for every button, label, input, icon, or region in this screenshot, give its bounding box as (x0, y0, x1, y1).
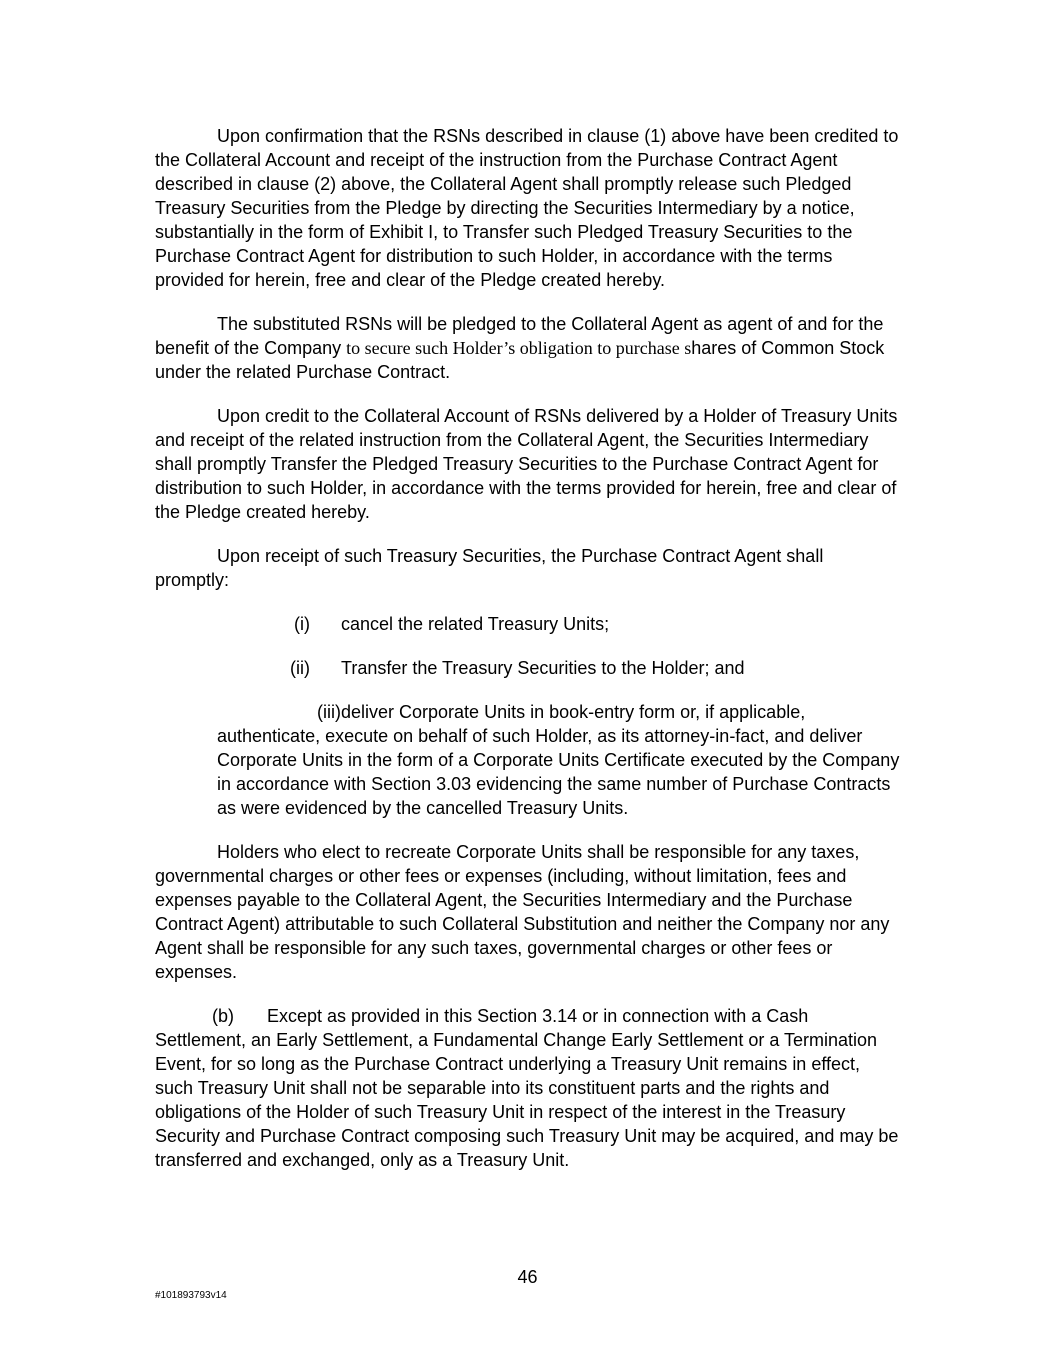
paragraph-substituted-rsns-part2: to secure such Holder’s obligation to purchase s (346, 338, 692, 358)
list-item-iii (217, 700, 900, 820)
subsection-text: Except as provided in this Section 3.14 or in connection with a Cash Settlement, an Early Settlement, a Fundamental Change Early Settlement or a Termination Event, for so long as the Purchase Contract underlying a Treasury Unit remains in effect, such Treasury Unit shall not be separable into its constituent parts and the rights and obligations of the Holder of such Treasury Unit in respect of the interest in the Treasury Security and Purchase Contract composing such Treasury Unit may be acquired, and may be transferred and exchanged, only as a Treasury Unit. (155, 1006, 899, 1170)
paragraph-collateral-release: Upon confirmation that the RSNs described in clause (1) above have been credited to the Collateral Account and receipt of the instruction from the Purchase Contract Agent described in clause (2) above, the Collateral Agent shall promptly release such Pledged Treasury Securities from the Pledge by directing the Securities Intermediary by a notice, substantially in the form of Exhibit I, to Transfer such Pledged Treasury Securities to the Purchase Contract Agent for distribution to such Holder, in accordance with the terms provided for herein, free and clear of the Pledge created hereby. (155, 126, 899, 290)
list-item-ii (155, 656, 900, 680)
list-text: deliver Corporate Units in book-entry form or, if applicable, authenticate, execute on behalf of such Holder, as its attorney-in-fact, and deliver Corporate Units in the form of a Corporate Units Certificate executed by the Company in accordance with Section 3.03 evidencing the same number of Purchase Contracts as were evidenced by the cancelled Treasury Units. (217, 702, 900, 818)
list-number (279, 700, 341, 724)
subsection-label: (b) (212, 1006, 234, 1026)
list-item-i (155, 612, 900, 636)
list-number: (ii) (290, 658, 310, 678)
document-body (155, 124, 900, 1192)
paragraph-substituted-rsns-part1: The substituted RSNs will be pledged to the Collateral Agent as agent of and for the benefit of the Company (155, 314, 884, 358)
paragraph-substituted-rsns-part3: hares of Common Stock under the related Purchase Contract. (155, 338, 885, 382)
subsection-b (155, 1004, 900, 1172)
paragraph-credit-transfer: Upon credit to the Collateral Account of RSNs delivered by a Holder of Treasury Units and receipt of the related instruction from the Collateral Agent, the Securities Intermediary shall promptly Transfer the Pledged Treasury Securities to the Purchase Contract Agent for distribution to such Holder, in accordance with the terms provided for herein, free and clear of the Pledge created hereby. (155, 406, 898, 522)
paragraph-receipt-promptly: Upon receipt of such Treasury Securities, the Purchase Contract Agent shall promptly: (155, 546, 824, 590)
list-number: (i) (294, 614, 310, 634)
document-id: #101893793v14 (155, 1290, 227, 1301)
list-text: Transfer the Treasury Securities to the Holder; and (341, 658, 745, 678)
list-number-text: (iii) (317, 702, 341, 722)
paragraph-substituted-rsns (155, 312, 900, 384)
page-number: 46 (517, 1267, 538, 1287)
list-text: cancel the related Treasury Units; (341, 614, 610, 634)
paragraph-holders-responsible: Holders who elect to recreate Corporate Units shall be responsible for any taxes, governmental charges or other fees or expenses (including, without limitation, fees and expenses payable to the Collateral Agent, the Securities Intermediary and the Purchase Contract Agent) attributable to such Collateral Substitution and neither the Company nor any Agent shall be responsible for any such taxes, governmental charges or other fees or expenses. (155, 842, 890, 982)
